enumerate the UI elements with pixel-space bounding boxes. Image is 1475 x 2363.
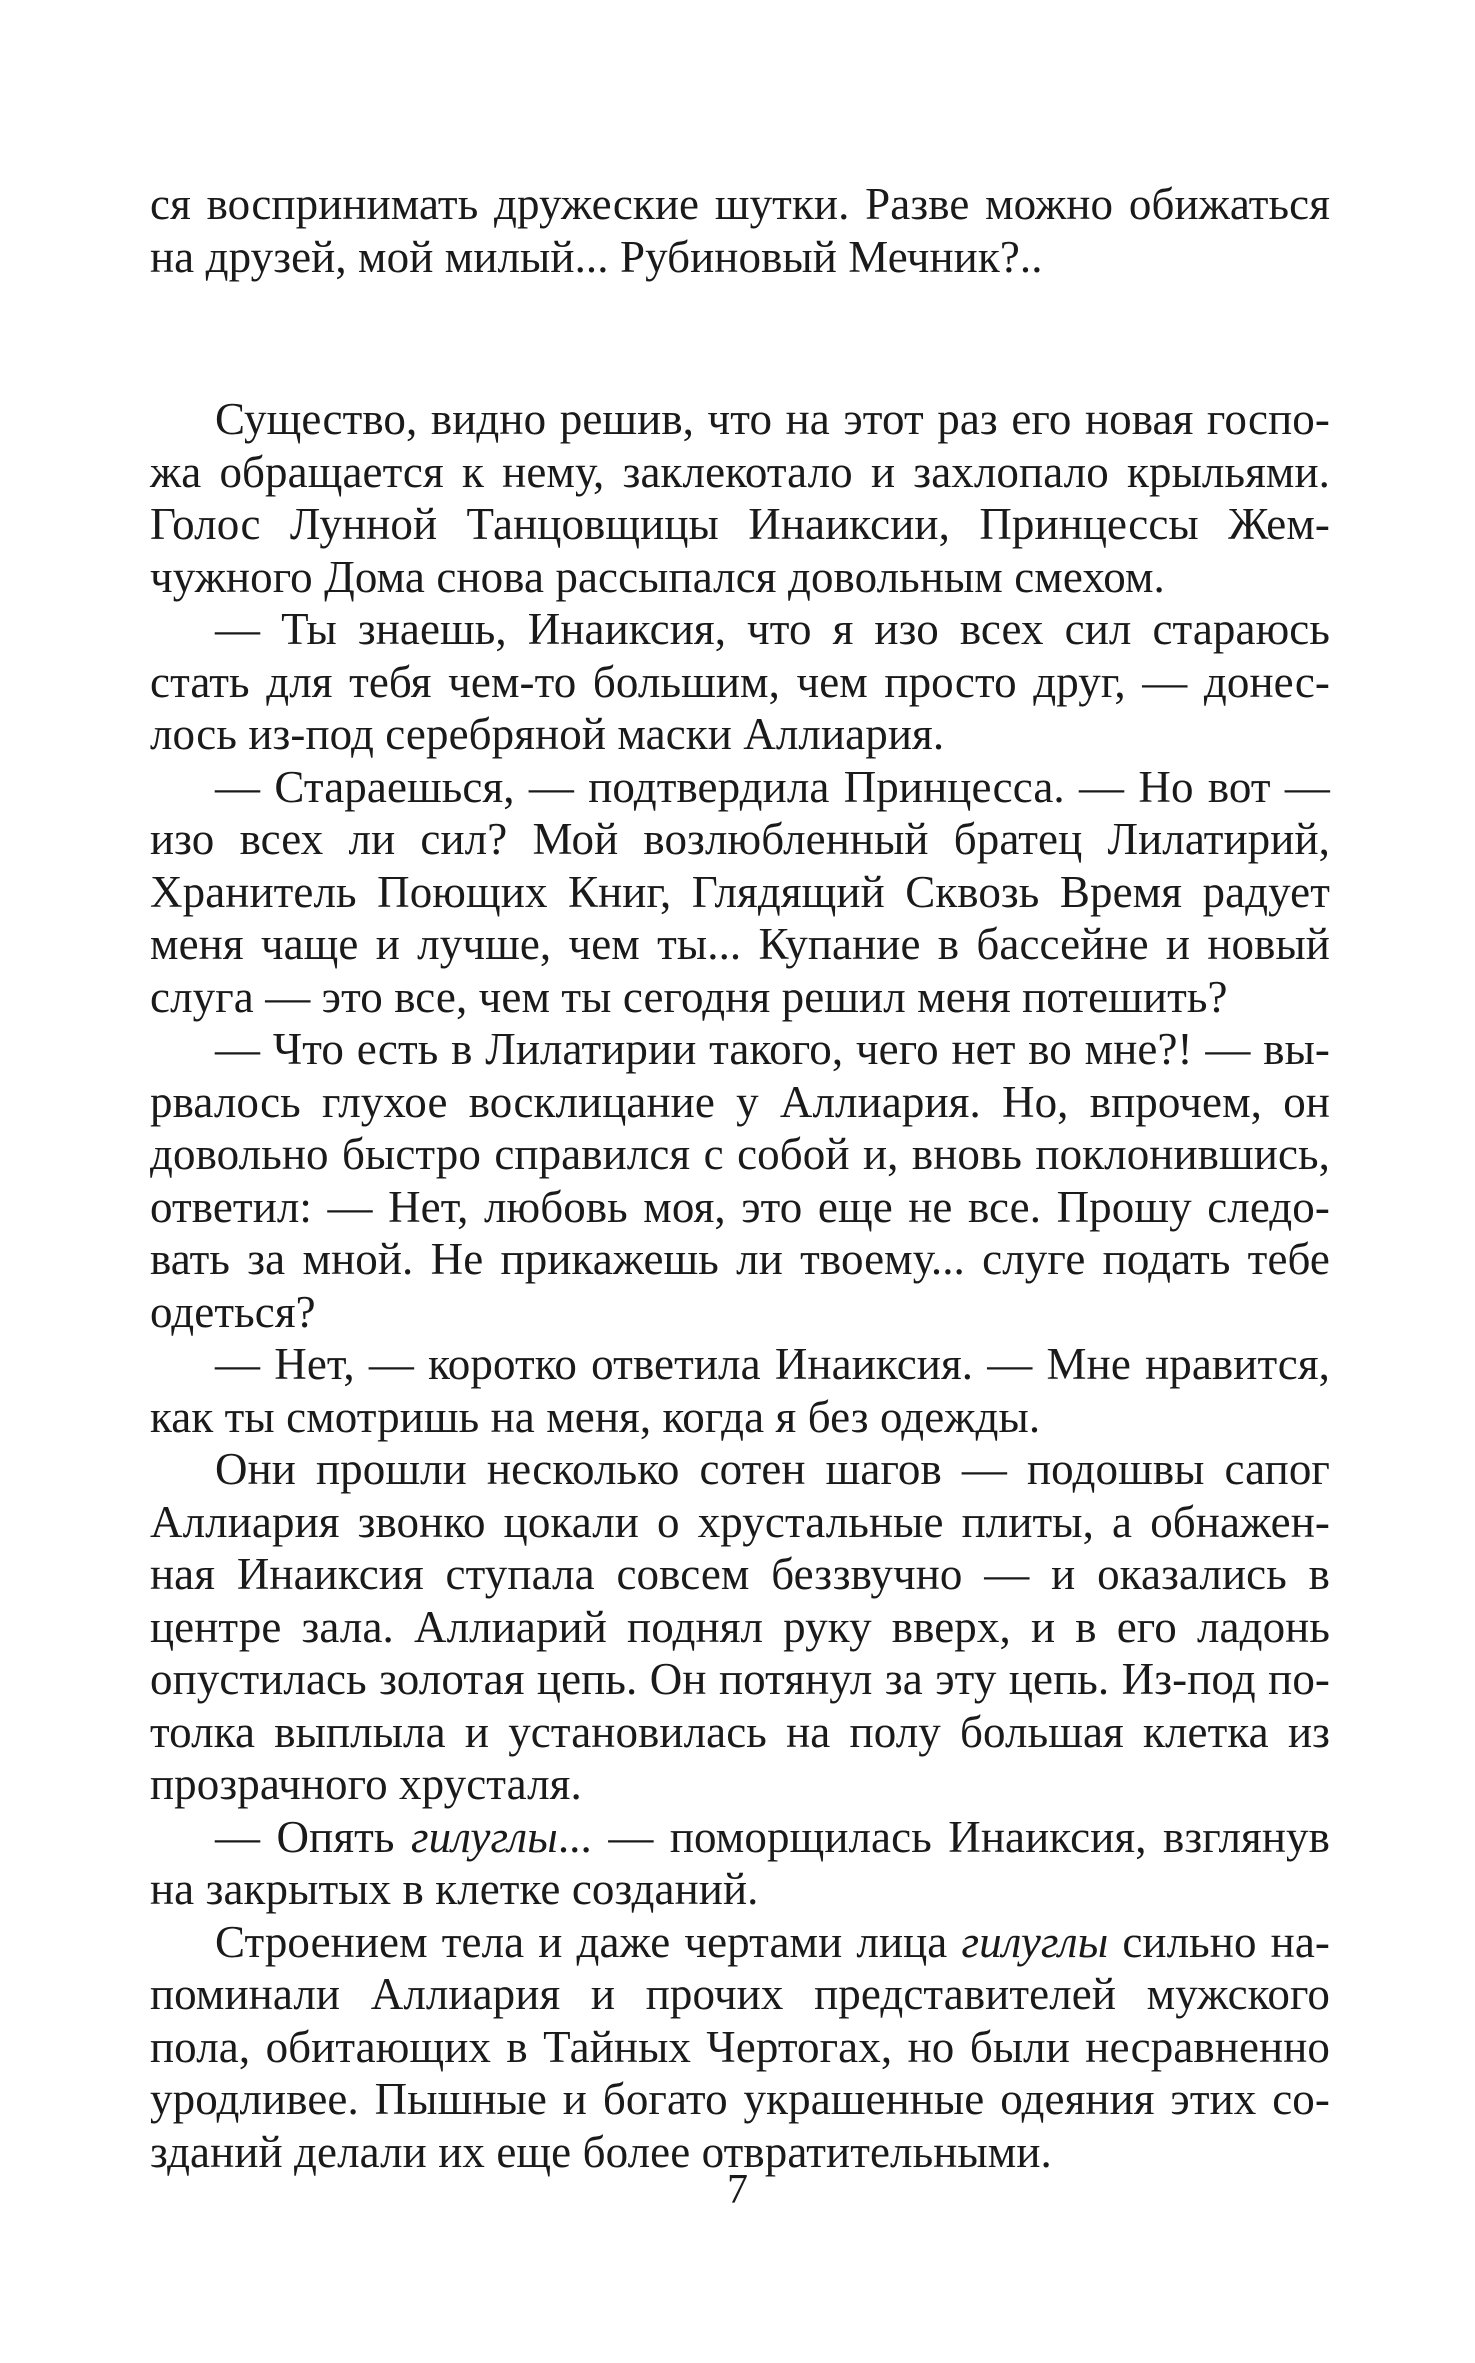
paragraph bbox=[150, 1338, 1330, 1443]
text-line: рвалось глухое восклицание у Аллиария. Но, впрочем, он bbox=[150, 1076, 1330, 1127]
italic-term: гилуглы bbox=[961, 1916, 1109, 1967]
text-line: — Стараешься, — подтвердила Принцесса. — Но вот — bbox=[215, 761, 1330, 812]
text-line: опустилась золотая цепь. Он потянул за эту цепь. Из-под по- bbox=[150, 1654, 1330, 1704]
paragraph bbox=[150, 393, 1330, 603]
text-line: ответил: — Нет, любовь моя, это еще не все. Прошу следо- bbox=[150, 1181, 1330, 1232]
text-line: вать за мной. Не прикажешь ли твоему... слуге подать тебе bbox=[150, 1234, 1330, 1284]
text-line: жа обращается к нему, заклекотало и захлопало крыльями. bbox=[150, 446, 1330, 497]
text-line: одеться? bbox=[150, 1286, 316, 1337]
text-line: довольно быстро справился с собой и, вновь поклонившись, bbox=[150, 1129, 1330, 1179]
text-line: толка выплыла и установилась на полу большая клетка из bbox=[150, 1706, 1330, 1757]
text-line: лось из-под серебряной маски Аллиария. bbox=[150, 709, 945, 759]
text-line: чужного Дома снова рассыпался довольным смехом. bbox=[150, 551, 1165, 602]
text-line: слуга — это все, чем ты сегодня решил меня потешить? bbox=[150, 971, 1228, 1022]
text-line: изо всех ли сил? Мой возлюбленный братец Лилатирий, bbox=[150, 814, 1330, 864]
text-line: — Нет, — коротко ответила Инаиксия. — Мне нравится, bbox=[215, 1339, 1330, 1389]
text-line bbox=[150, 1916, 1330, 1969]
paragraph bbox=[150, 1023, 1330, 1338]
text-run: — Опять bbox=[215, 1811, 411, 1862]
text-line: поминали Аллиария и прочих представителей мужского bbox=[150, 1969, 1330, 2019]
italic-term: гилуглы bbox=[410, 1811, 558, 1862]
text-run: ... — поморщилась Инаиксия, взглянув bbox=[557, 1811, 1330, 1862]
page-number: 7 bbox=[727, 2167, 748, 2213]
page-body bbox=[150, 178, 1330, 2178]
text-run: сильно на- bbox=[1108, 1916, 1330, 1967]
text-line: Они прошли несколько сотен шагов — подошвы сапог bbox=[215, 1444, 1330, 1494]
text-line: стать для тебя чем-то большим, чем просто друг, — донес- bbox=[150, 656, 1330, 707]
text-line: уродливее. Пышные и богато украшенные одеяния этих со- bbox=[150, 2074, 1330, 2124]
paragraph bbox=[150, 603, 1330, 761]
text-run: Строением тела и даже чертами лица bbox=[215, 1916, 962, 1967]
paragraph bbox=[150, 178, 1330, 283]
paragraph bbox=[150, 1443, 1330, 1811]
paragraph bbox=[150, 1916, 1330, 2179]
text-line: как ты смотришь на меня, когда я без одежды. bbox=[150, 1391, 1041, 1442]
text-line: Голос Лунной Танцовщицы Инаиксии, Принцессы Жем- bbox=[150, 499, 1330, 549]
text-line: — Что есть в Лилатирии такого, чего нет во мне?! — вы- bbox=[215, 1024, 1330, 1074]
text-line: — Ты знаешь, Инаиксия, что я изо всех сил стараюсь bbox=[215, 604, 1330, 654]
paragraph bbox=[150, 1811, 1330, 1916]
text-line: Аллиария звонко цокали о хрустальные плиты, а обнажен- bbox=[150, 1496, 1330, 1547]
text-line: прозрачного хрусталя. bbox=[150, 1759, 582, 1809]
text-line: ся воспринимать дружеские шутки. Разве можно обижаться bbox=[150, 179, 1330, 229]
text-line: пола, обитающих в Тайных Чертогах, но были несравненно bbox=[150, 2021, 1330, 2072]
text-line: зданий делали их еще более отвратительными. bbox=[150, 2126, 1052, 2177]
text-line: ная Инаиксия ступала совсем беззвучно — и оказались в bbox=[150, 1549, 1330, 1599]
section-break bbox=[150, 283, 1330, 393]
text-line: на друзей, мой милый... Рубиновый Мечник?.. bbox=[150, 231, 1043, 282]
text-line: Хранитель Поющих Книг, Глядящий Сквозь Время радует bbox=[150, 866, 1330, 917]
text-line bbox=[150, 1811, 1330, 1864]
text-line: на закрытых в клетке созданий. bbox=[150, 1864, 759, 1914]
text-line: меня чаще и лучше, чем ты... Купание в бассейне и новый bbox=[150, 919, 1330, 969]
text-line: Существо, видно решив, что на этот раз его новая госпо- bbox=[215, 394, 1330, 444]
text-line: центре зала. Аллиарий поднял руку вверх, и в его ладонь bbox=[150, 1601, 1330, 1652]
paragraph bbox=[150, 761, 1330, 1024]
